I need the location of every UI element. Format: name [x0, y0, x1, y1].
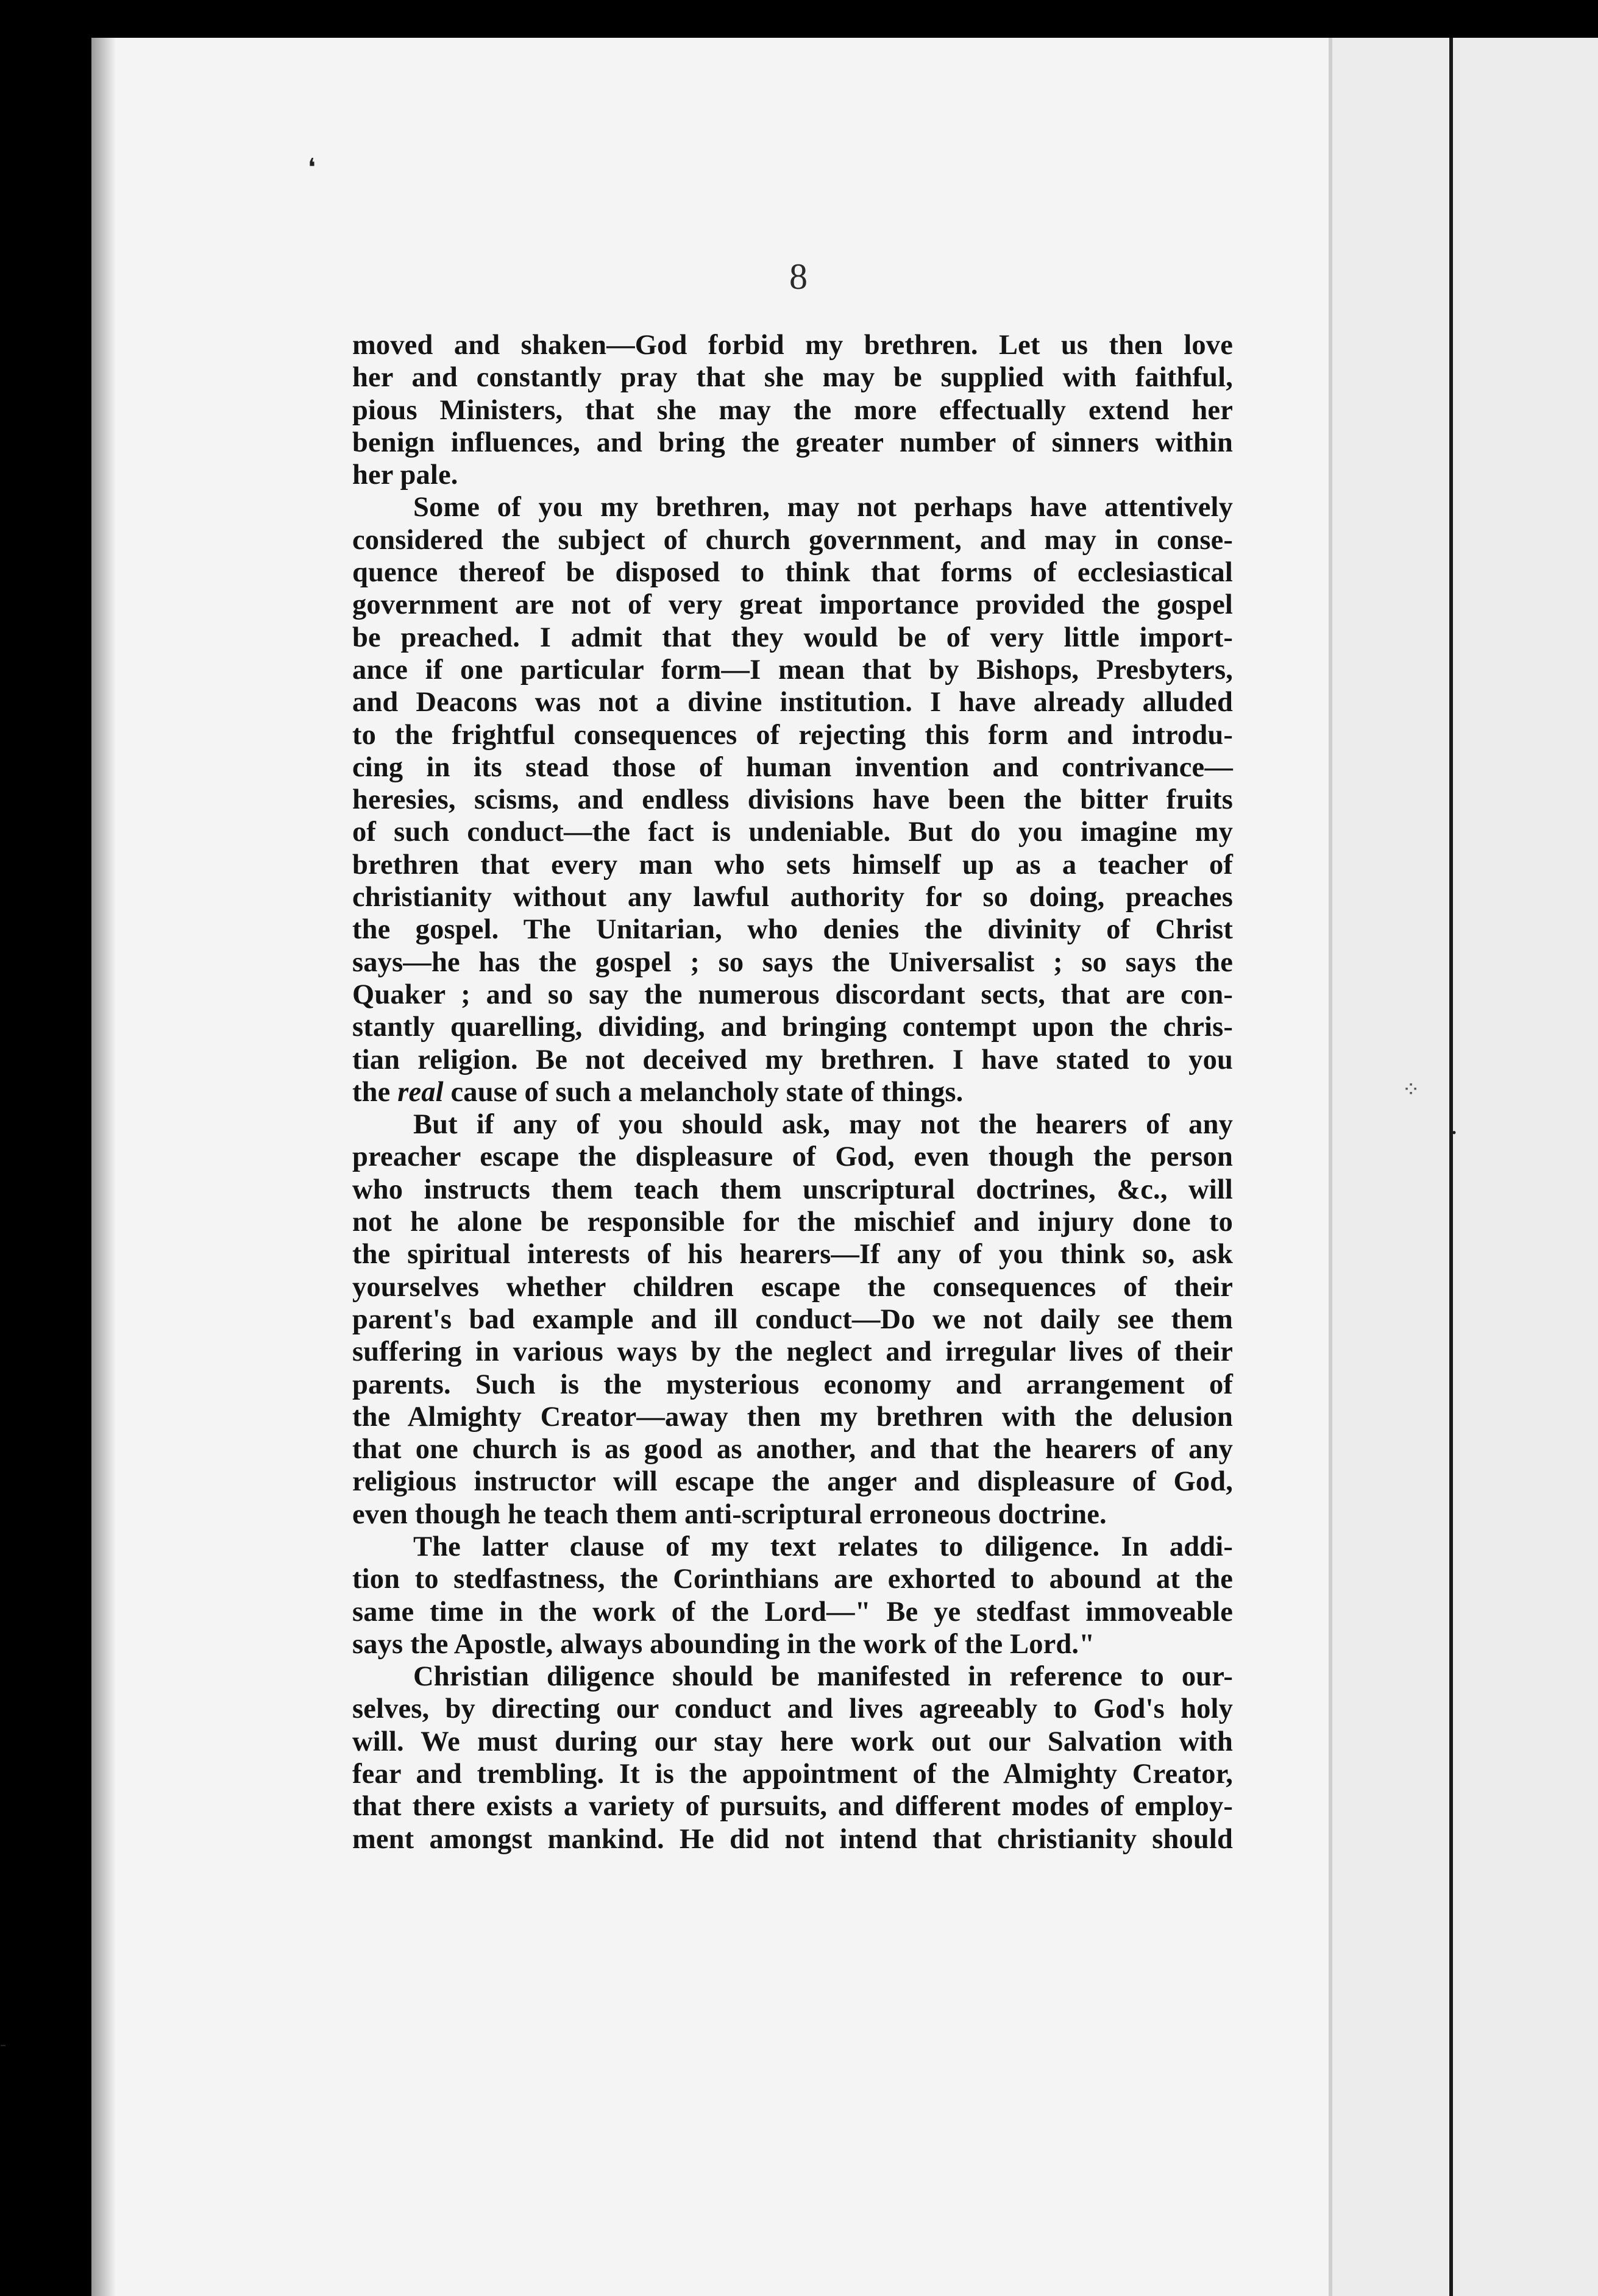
text-line: same time in the work of the Lord—" Be ye stedfast immoveable — [352, 1596, 1233, 1628]
text-line: not he alone be responsible for the mischief and injury done to — [352, 1206, 1233, 1238]
text-line: her pale. — [352, 459, 458, 491]
ink-speck: ❛ — [308, 154, 316, 181]
text-line: benign influences, and bring the greater number of sinners within — [352, 427, 1233, 458]
text-line: her and constantly pray that she may be supplied with faithful, — [352, 362, 1233, 394]
text-line: will. We must during our stay here work out our Salvation with — [352, 1726, 1233, 1757]
text-line: ment amongst mankind. He did not intend that christianity should — [352, 1823, 1233, 1855]
text-line: cing in its stead those of human invention and contrivance— — [352, 751, 1233, 783]
text-line: tian religion. Be not deceived my brethren. I have stated to you — [352, 1044, 1233, 1075]
text-line: preacher escape the displeasure of God, even though the person — [352, 1141, 1233, 1173]
text-line: to the frightful consequences of rejecting this form and introdu- — [352, 719, 1233, 751]
text-line: that one church is as good as another, and that the hearers of any — [352, 1434, 1233, 1465]
facing-page-divider — [1329, 38, 1332, 2296]
text-line: the spiritual interests of his hearers—If any of you think so, ask — [352, 1239, 1233, 1270]
facing-page — [1329, 38, 1598, 2296]
ink-speck: • — [1452, 1125, 1457, 1140]
text-line: But if any of you should ask, may not the hearers of any — [413, 1109, 1233, 1141]
text-line: heresies, scisms, and endless divisions have been the bitter fruits — [352, 784, 1233, 816]
text-line: Christian diligence should be manifested in reference to our- — [413, 1661, 1233, 1693]
text-line: says—he has the gospel ; so says the Universalist ; so says the — [352, 946, 1233, 978]
facing-page-edge — [1449, 38, 1453, 2296]
text-line: the Almighty Creator—away then my brethren with the delusion — [352, 1401, 1233, 1433]
text-line: brethren that every man who sets himself up as a teacher of — [352, 849, 1233, 880]
text-line: religious instructor will escape the anger and displeasure of God, — [352, 1466, 1233, 1498]
text-line: government are not of very great importance provided the gospel — [352, 589, 1233, 621]
text-line: christianity without any lawful authority for so doing, preaches — [352, 882, 1233, 913]
text-line: says the Apostle, always abounding in the work of the Lord." — [352, 1628, 1095, 1660]
text-line: stantly quarelling, dividing, and bringing contempt upon the chris- — [352, 1012, 1233, 1043]
text-line: yourselves whether children escape the consequences of their — [352, 1271, 1233, 1303]
text-line: suffering in various ways by the neglect and irregular lives of their — [352, 1336, 1233, 1368]
text-line: parent's bad example and ill conduct—Do we not daily see them — [352, 1303, 1233, 1335]
text-line: moved and shaken—God forbid my brethren. Let us then love — [352, 330, 1233, 361]
text-line: Some of you my brethren, may not perhaps have attentively — [413, 492, 1233, 523]
body-text — [352, 329, 1233, 1855]
text-line: even though he teach them anti-scriptural erroneous doctrine. — [352, 1498, 1107, 1530]
text-line: ance if one particular form—I mean that by Bishops, Presbyters, — [352, 654, 1233, 686]
page-number: 8 — [789, 257, 808, 297]
ink-speck: ⁘ — [1402, 1077, 1421, 1102]
text-line: tion to stedfastness, the Corinthians are exhorted to abound at the — [352, 1564, 1233, 1595]
text-line: pious Ministers, that she may the more effectually extend her — [352, 394, 1233, 426]
text-line: Quaker ; and so say the numerous discordant sects, that are con- — [352, 979, 1233, 1010]
text-line: selves, by directing our conduct and lives agreeably to God's holy — [352, 1693, 1233, 1725]
text-line: fear and trembling. It is the appointment of the Almighty Creator, — [352, 1759, 1233, 1790]
ink-speck: ‐ — [0, 2034, 6, 2054]
text-line: be preached. I admit that they would be of very little import- — [352, 622, 1233, 653]
text-line: the gospel. The Unitarian, who denies the divinity of Christ — [352, 914, 1233, 946]
text-line: of such conduct—the fact is undeniable. But do you imagine my — [352, 817, 1233, 848]
text-line: The latter clause of my text relates to diligence. In addi- — [413, 1531, 1233, 1562]
page-binding-shadow — [91, 38, 116, 2296]
text-line: considered the subject of church government, and may in conse- — [352, 524, 1233, 556]
text-line: that there exists a variety of pursuits, and different modes of employ- — [352, 1791, 1233, 1823]
text-line: who instructs them teach them unscriptural doctrines, &c., will — [352, 1174, 1233, 1205]
text-line: the real cause of such a melancholy state of things. — [352, 1076, 964, 1108]
text-line: and Deacons was not a divine institution. I have already alluded — [352, 687, 1233, 718]
text-line: quence thereof be disposed to think that forms of ecclesiastical — [352, 557, 1233, 589]
text-line: parents. Such is the mysterious economy and arrangement of — [352, 1369, 1233, 1400]
